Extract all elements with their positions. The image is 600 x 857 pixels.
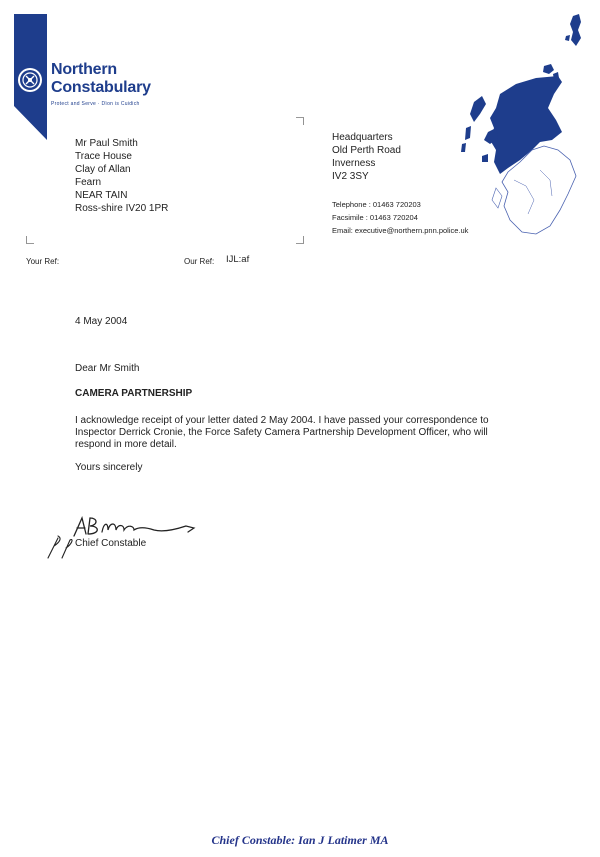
- org-name-line1: Northern: [51, 61, 117, 78]
- handwritten-signature: [44, 508, 204, 560]
- hq-telephone: Telephone : 01463 720203: [332, 200, 421, 209]
- signatory-title: Chief Constable: [75, 538, 147, 549]
- hq-line: Inverness: [332, 158, 376, 169]
- subject-line: CAMERA PARTNERSHIP: [75, 388, 193, 399]
- body-line: I acknowledge receipt of your letter dated 2 May 2004. I have passed your correspondence to: [75, 415, 489, 426]
- force-crest-icon: [17, 67, 43, 93]
- address-window-corner-top-right: [296, 117, 304, 125]
- recipient-line: NEAR TAIN: [75, 190, 128, 201]
- letter-date: 4 May 2004: [75, 316, 128, 327]
- org-name-line2: Constabulary: [51, 79, 151, 96]
- recipient-line: Mr Paul Smith: [75, 138, 138, 149]
- letter-body: [75, 415, 489, 451]
- headquarters-address: [332, 131, 401, 183]
- recipient-address: [75, 137, 168, 215]
- recipient-line: Fearn: [75, 177, 102, 188]
- scotland-map-icon: [440, 10, 595, 240]
- recipient-line: Ross-shire IV20 1PR: [75, 203, 169, 214]
- hq-facsimile: Facsimile : 01463 720204: [332, 213, 418, 222]
- address-window-corner-bottom-right: [296, 236, 304, 244]
- recipient-line: Clay of Allan: [75, 164, 131, 175]
- our-ref-label: Our Ref:: [184, 257, 215, 266]
- org-tagline: Protect and Serve · Dìon is Cuidich: [51, 101, 140, 107]
- body-line: Inspector Derrick Cronie, the Force Safety Camera Partnership Development Officer, who will: [75, 427, 488, 438]
- address-window-corner-bottom-left: [26, 236, 34, 244]
- closing: Yours sincerely: [75, 462, 143, 473]
- hq-line: Old Perth Road: [332, 145, 401, 156]
- hq-email: Email: executive@northern.pnn.police.uk: [332, 226, 469, 235]
- hq-line: Headquarters: [332, 132, 393, 143]
- salutation: Dear Mr Smith: [75, 363, 140, 374]
- your-ref-label: Your Ref:: [26, 257, 60, 266]
- body-line: respond in more detail.: [75, 439, 177, 450]
- recipient-line: Trace House: [75, 151, 132, 162]
- our-ref-value: IJL:af: [226, 254, 250, 265]
- hq-line: IV2 3SY: [332, 171, 369, 182]
- footer-chief-constable: Chief Constable: Ian J Latimer MA: [211, 833, 389, 847]
